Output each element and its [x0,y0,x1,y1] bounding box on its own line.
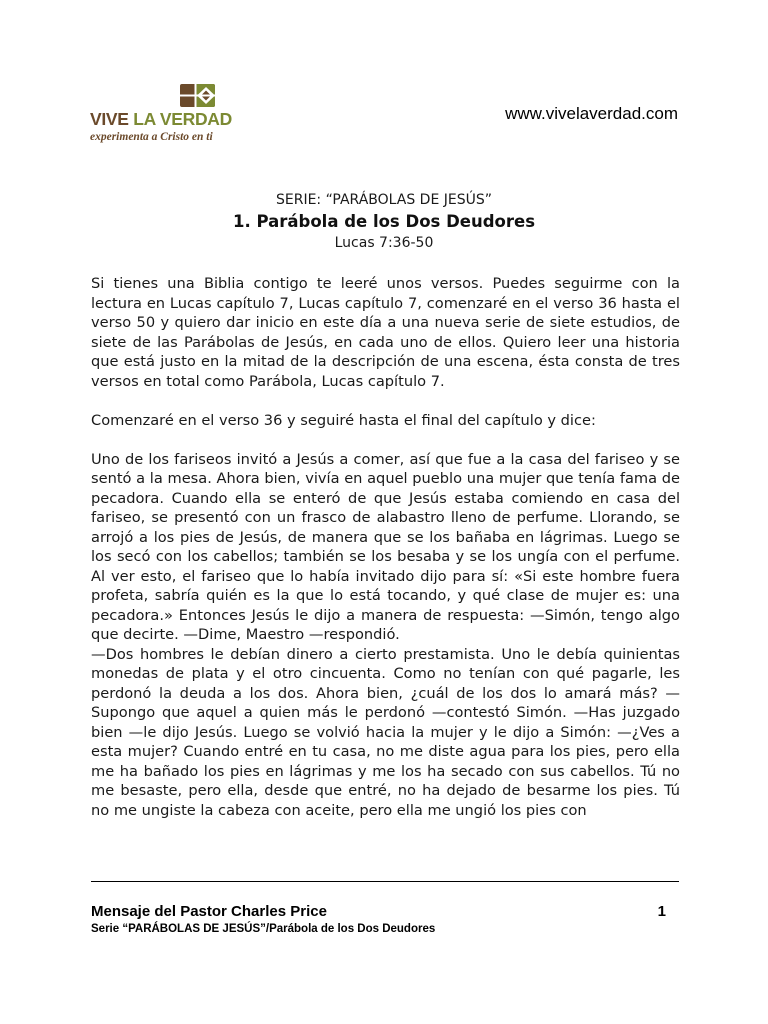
body-paragraph: Si tienes una Biblia contigo te leeré unos versos. Puedes seguirme con la lectura en Lucas capítulo 7, Lucas capítulo 7, comenzaré en el verso 36 hasta el verso 50 y quiero dar inicio en este día a una nueva serie de siete estudios, de siete de las Parábolas de Jesús, en cada uno de ellos. Quiero leer una historia que está justo en la mitad de la descripción de una escena, ésta consta de tres versos en total como Parábola, Lucas capítulo 7. [91,275,680,390]
footer-author: Mensaje del Pastor Charles Price [91,903,327,920]
page-title: 1. Parábola de los Dos Deudores [232,212,536,231]
logo-tagline: experimenta a Cristo en ti [90,131,213,143]
page-number: 1 [657,903,666,920]
logo-name-accent: LA VERDAD [133,109,232,129]
body-paragraph: —Dos hombres le debían dinero a cierto prestamista. Uno le debía quinientas monedas de plata y el otro cincuenta. Como no tenían con qué pagarle, les perdonó la deuda a los dos. Ahora bien, ¿cuál de los dos lo amará más? —Supongo que aquel a quien más le perdonó —contestó Simón. —Has juzgado bien —le dijo Jesús. Luego se volvió hacia la mujer y le dijo a Simón: —¿Ves a esta mujer? Cuando entré en tu casa, no me diste agua para los pies, pero ella me ha bañado los pies en lágrimas y me los ha secado con sus cabellos. Tú no me besaste, pero ella, desde que entré, no ha dejado de besarme los pies. Tú no me ungiste la cabeza con aceite, pero ella me ungió los pies con [91,645,680,819]
document-body [91,274,680,820]
scripture-reference: Lucas 7:36-50 [334,235,434,251]
footer-divider [91,881,679,882]
logo-mark-icon [180,84,215,107]
body-paragraph: Uno de los fariseos invitó a Jesús a comer, así que fue a la casa del fariseo y se sentó a la mesa. Ahora bien, vivía en aquel pueblo una mujer que tenía fama de pecadora. Cuando ella se enteró de que Jesús estaba comiendo en casa del fariseo, se presentó con un frasco de alabastro lleno de perfume. Llorando, se arrojó a los pies de Jesús, de manera que se los bañaba en lágrimas. Luego se los secó con los cabellos; también se los besaba y se los ungía con el perfume. Al ver esto, el fariseo que lo había invitado dijo para sí: «Si este hombre fuera profeta, sabría quién es la que lo está tocando, y qué clase de mujer es: una pecadora.» Entonces Jesús le dijo a manera de respuesta: —Simón, tengo algo que decirte. —Dime, Maestro —respondió. [91,450,680,643]
series-heading: SERIE: “PARÁBOLAS DE JESÚS” [275,192,493,208]
body-paragraph: Comenzaré en el verso 36 y seguiré hasta el final del capítulo y dice: [91,411,596,429]
logo-name-main: VIVE [90,109,134,129]
brand-logo [90,84,240,146]
website-url[interactable]: www.vivelaverdad.com [505,104,678,123]
logo-name [90,109,232,130]
footer-series-line: Serie “PARÁBOLAS DE JESÚS”/Parábola de los Dos Deudores [91,923,436,935]
